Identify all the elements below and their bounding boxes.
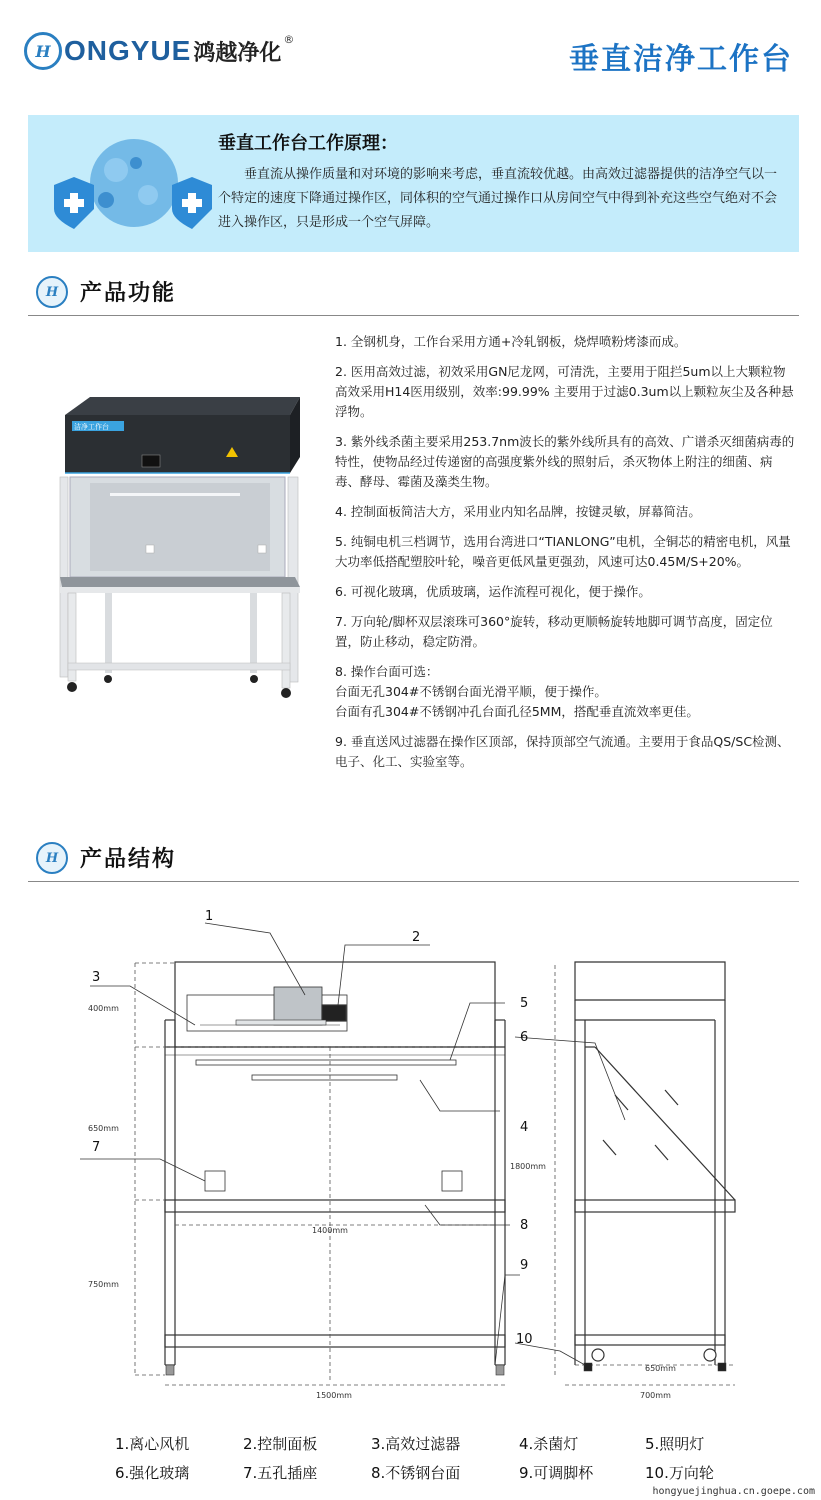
section-function-title: 产品功能 [80, 281, 177, 306]
logo-mark-icon: H [24, 32, 62, 70]
callout-number: 4 [520, 1120, 529, 1135]
logo-text: ONGYUE [64, 35, 192, 66]
section-structure-title: 产品结构 [80, 847, 177, 872]
callout-number: 1 [205, 909, 214, 924]
callout-number: 10 [516, 1332, 533, 1347]
page-title: 垂直洁净工作台 [569, 42, 793, 77]
footer-url: hongyuejinghua.cn.goepe.com [652, 1486, 815, 1497]
brand-logo[interactable] [24, 32, 294, 70]
feature-item: 2. 医用高效过滤，初效采用GN尼龙网，可清洗，主要用于阻拦5um以上大颗粒物高效采用H14医用级别，效率:99.99% 主要用于过滤0.3um以上颗粒灰尘及各种悬浮物。 [335, 364, 794, 419]
legend-item: 5.照明灯 [645, 1435, 705, 1453]
legend-item: 1.离心风机 [115, 1435, 190, 1453]
structure-diagram [0, 895, 821, 1425]
dim-label: 1500mm [316, 1391, 352, 1400]
registered-mark: ® [283, 32, 295, 46]
virus-shield-illustration [36, 125, 232, 245]
feature-item: 5. 纯铜电机三档调节，选用台湾进口“TIANLONG”电机，全铜芯的精密电机，风量大功率低搭配塑胶叶轮，噪音更低风量更强劲，风速可达0.45M/S+20%。 [335, 534, 791, 569]
section-structure [28, 836, 799, 882]
callout-number: 3 [92, 970, 101, 985]
feature-item: 7. 万向轮/脚杯双层滚珠可360°旋转，移动更顺畅旋转地脚可调节高度，固定位置，防止移动，稳定防滑。 [335, 614, 773, 649]
feature-item: 3. 紫外线杀菌主要采用253.7nm波长的紫外线所具有的高效、广谱杀灭细菌病毒的特性，使物品经过传递窗的高强度紫外线的照射后，杀灭物体上附注的细菌、病毒、酵母、霉菌及藻类生物。 [335, 434, 795, 489]
legend-item: 2.控制面板 [243, 1435, 318, 1453]
dim-label: 700mm [640, 1391, 671, 1400]
product-image [50, 395, 310, 705]
dim-label: 400mm [88, 1004, 119, 1013]
callout-number: 2 [412, 930, 421, 945]
legend-item: 7.五孔插座 [243, 1464, 318, 1482]
callout-number: 5 [520, 996, 529, 1011]
dim-label: 1400mm [312, 1226, 348, 1235]
principle-text: 垂直流从操作质量和对环境的影响来考虑，垂直流较优越。由高效过滤器提供的洁净空气以一个特定的速度下降通过操作区，同体积的空气通过操作口从房间空气中得到补充这些空气绝对不会进入操作区，只是形成一个空气屏障。 [218, 167, 778, 230]
product-panel-label: 洁净工作台 [74, 423, 109, 431]
feature-item: 8. 操作台面可选： 台面无孔304#不锈钢台面光滑平顺，便于操作。 台面有孔304#不锈钢冲孔台面孔径5MM，搭配垂直流效率更佳。 [335, 664, 699, 719]
dim-label: 750mm [88, 1280, 119, 1289]
legend-item: 9.可调脚杯 [519, 1464, 594, 1482]
dim-label: 650mm [88, 1124, 119, 1133]
callout-number: 9 [520, 1258, 529, 1273]
callout-number: 6 [520, 1030, 529, 1045]
page-header [0, 0, 821, 100]
legend-item: 8.不锈钢台面 [371, 1464, 461, 1482]
feature-list [335, 332, 795, 782]
feature-item: 9. 垂直送风过滤器在操作区顶部，保持顶部空气流通。主要用于食品QS/SC检测、电子、化工、实验室等。 [335, 734, 790, 769]
section-logo-icon: H [36, 276, 68, 308]
legend-item: 4.杀菌灯 [519, 1435, 579, 1453]
dim-label: 650mm [645, 1364, 676, 1373]
logo-cn: 鸿越净化 [193, 40, 282, 66]
dim-label: 1800mm [510, 1162, 546, 1171]
section-function [28, 270, 799, 316]
parts-legend [115, 1433, 735, 1483]
feature-item: 6. 可视化玻璃，优质玻璃，运作流程可视化，便于操作。 [335, 584, 651, 599]
principle-title: 垂直工作台工作原理： [218, 133, 398, 154]
feature-item: 4. 控制面板简洁大方，采用业内知名品牌，按键灵敏，屏幕简洁。 [335, 504, 701, 519]
legend-item: 6.强化玻璃 [115, 1464, 190, 1482]
legend-item: 3.高效过滤器 [371, 1435, 461, 1453]
callout-number: 7 [92, 1140, 101, 1155]
callout-number: 8 [520, 1218, 529, 1233]
feature-item: 1. 全钢机身，工作台采用方通+冷轧钢板，烧焊喷粉烤漆而成。 [335, 334, 687, 349]
principle-banner [28, 115, 799, 252]
legend-item: 10.万向轮 [645, 1464, 714, 1482]
section-logo-icon: H [36, 842, 68, 874]
